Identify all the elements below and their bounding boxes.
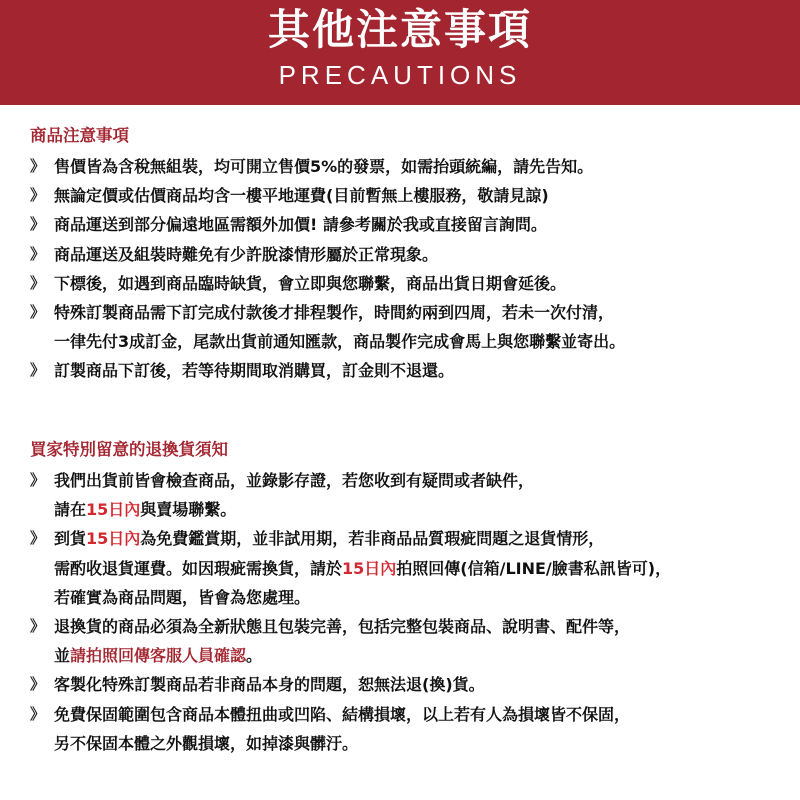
list-item	[30, 298, 790, 356]
item-text: 與賣場聯繫。	[140, 500, 237, 520]
item-line: 另不保固本體之外觀損壞，如掉漆與髒汙。	[54, 733, 359, 753]
highlight-text: 15日內	[86, 500, 141, 520]
bullet-icon: 》	[30, 617, 46, 636]
item-line	[54, 554, 790, 583]
item-line: 退換貨的商品必須為全新狀態且包裝完善，包括完整包裝商品、說明書、配件等，	[54, 617, 631, 637]
product-notes-list	[30, 152, 790, 386]
list-item	[30, 210, 790, 239]
bullet-icon: 》	[30, 471, 46, 489]
item-line	[54, 524, 790, 553]
highlight-text: 請拍照回傳客服人員確認	[70, 646, 247, 666]
header-banner	[0, 0, 800, 105]
item-text: 請在	[54, 500, 87, 520]
item-line: 售價皆為含稅無組裝，均可開立售價5%的發票，如需抬頭統編，請先告知。	[54, 157, 594, 176]
return-policy-section	[30, 440, 790, 758]
page-title: 其他注意事項	[267, 5, 532, 54]
item-line: 客製化特殊訂製商品若非商品本身的問題，恕無法退(換)貨。	[54, 675, 485, 695]
item-line: 若確實為商品問題，皆會為您處理。	[54, 587, 311, 607]
product-notes-heading: 商品注意事項	[30, 126, 129, 145]
item-text: 拍照回傳(信箱/LINE/臉書私訊皆可)，	[396, 558, 672, 578]
list-item	[30, 524, 790, 612]
list-item	[30, 466, 790, 524]
list-item	[30, 700, 790, 758]
bullet-icon: 》	[30, 675, 46, 694]
item-line: 免費保固範圍包含商品本體扭曲或凹陷、結構損壞，以上若有人為損壞皆不保固，	[54, 704, 631, 724]
bullet-icon: 》	[30, 529, 46, 548]
item-text: 並	[54, 646, 71, 666]
item-line	[54, 641, 790, 670]
list-item	[30, 269, 790, 298]
list-item	[30, 670, 790, 699]
highlight-text: 15日內	[86, 529, 141, 549]
bullet-icon: 》	[30, 244, 46, 263]
bullet-icon: 》	[30, 215, 46, 234]
list-item	[30, 240, 790, 269]
item-line: 無論定價或估價商品均含一樓平地運費(目前暫無上樓服務，敬請見諒)	[54, 186, 549, 206]
bullet-icon: 》	[30, 186, 46, 205]
item-line: 下標後，如遇到商品臨時缺貨，會立即與您聯繫，商品出貨日期會延後。	[54, 273, 567, 293]
bullet-icon: 》	[30, 157, 46, 175]
item-text: 需酌收退貨運費。如因瑕疵需換貨，請於	[54, 558, 343, 578]
item-line: 商品運送到部分偏遠地區需額外加價! 請參考關於我或直接留言詢問。	[54, 215, 547, 235]
item-line: 商品運送及組裝時難免有少許脫漆情形屬於正常現象。	[54, 244, 439, 264]
list-item	[30, 152, 790, 181]
product-notes-section	[30, 126, 790, 386]
bullet-icon: 》	[30, 704, 46, 723]
item-text: 到貨	[54, 529, 87, 549]
bullet-icon: 》	[30, 303, 46, 322]
page-subtitle: PRECAUTIONS	[278, 60, 522, 90]
bullet-icon: 》	[30, 361, 46, 380]
highlight-text: 15日內	[342, 558, 397, 578]
item-line: 訂製商品下訂後，若等待期間取消購買，訂金則不退還。	[54, 361, 455, 381]
item-line: 我們出貨前皆會檢查商品，並錄影存證，若您收到有疑問或者缺件，	[54, 471, 535, 490]
list-item	[30, 356, 790, 385]
return-policy-heading: 買家特別留意的退換貨須知	[30, 440, 228, 459]
item-line: 特殊訂製商品需下訂完成付款後才排程製作，時間約兩到四周，若未一次付清，	[54, 303, 615, 323]
item-text: 。	[246, 646, 263, 666]
list-item	[30, 181, 790, 210]
bullet-icon: 》	[30, 273, 46, 292]
item-line: 一律先付3成訂金，尾款出貨前通知匯款，商品製作完成會馬上與您聯繫並寄出。	[54, 332, 626, 352]
item-text: 為免費鑑賞期，並非試用期，若非商品品質瑕疵問題之退貨情形，	[140, 529, 605, 549]
list-item	[30, 612, 790, 670]
item-line	[54, 495, 790, 524]
